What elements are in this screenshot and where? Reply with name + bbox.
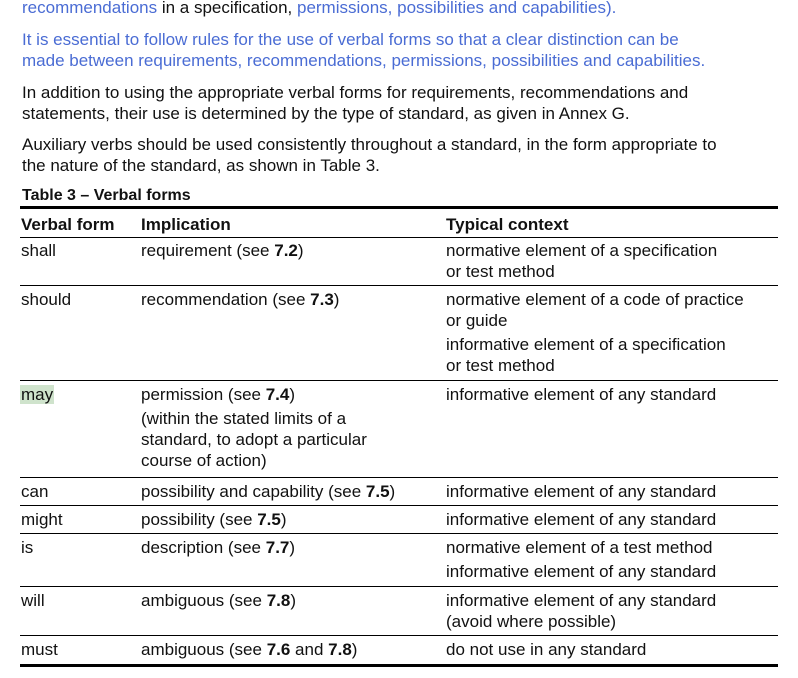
implication-text: and — [290, 640, 329, 659]
recommendations-link[interactable]: recommendations — [22, 0, 158, 17]
verbal-form-must: must — [21, 640, 58, 659]
context-line: normative element of a code of practice — [446, 290, 744, 309]
verbal-form-cell — [21, 509, 137, 530]
auxiliary-verbs-paragraph — [22, 134, 782, 176]
verbal-form-should: should — [21, 290, 72, 309]
verbal-form-may: may — [21, 385, 54, 404]
table-top-rule — [20, 206, 778, 209]
implication-text: ambiguous (see — [141, 591, 267, 610]
verbal-form-cell — [21, 481, 137, 502]
context-line: informative element of any standard — [446, 591, 717, 610]
implication-cell — [141, 481, 441, 502]
implication-line — [141, 384, 441, 405]
context-line: informative element of any standard — [446, 385, 717, 404]
typical-context-cell — [446, 289, 778, 376]
implication-text: ) — [389, 482, 396, 501]
verbal-form-cell — [21, 590, 137, 611]
verbal-form-cell — [21, 240, 137, 261]
paragraph-line: In addition to using the appropriate verbal forms for requirements, recommendations and — [22, 83, 689, 102]
context-line: informative element of a specification — [446, 335, 726, 354]
verbal-form-is: is — [21, 538, 34, 557]
row-rule — [20, 380, 778, 381]
clause-reference: 7.6 — [266, 640, 291, 659]
verbal-form-cell — [21, 537, 137, 558]
header-implication: Implication — [141, 215, 231, 234]
clause-reference: 7.8 — [266, 591, 291, 610]
typical-context-cell — [446, 384, 778, 405]
table-bottom-rule — [20, 664, 778, 667]
implication-note-line: standard, to adopt a particular — [141, 430, 367, 449]
verbal-form-shall: shall — [21, 241, 56, 260]
typical-context-cell — [446, 481, 778, 502]
context-line: do not use in any standard — [446, 640, 647, 659]
paragraph-line: made between requirements, recommendations, permissions, possibilities and capabilities. — [22, 51, 706, 70]
typical-context-cell — [446, 590, 778, 632]
essential-rules-paragraph — [22, 29, 782, 71]
implication-text: description (see — [141, 538, 266, 557]
implication-note-line: course of action) — [141, 451, 267, 470]
implication-cell — [141, 639, 441, 660]
implication-text: ) — [351, 640, 358, 659]
implication-cell — [141, 289, 441, 310]
implication-text: ) — [297, 241, 304, 260]
implication-note-line: (within the stated limits of a — [141, 409, 347, 428]
implication-line — [141, 537, 441, 558]
paragraph-line: It is essential to follow rules for the use of verbal forms so that a clear distinction can be — [22, 30, 679, 49]
implication-text: ) — [280, 510, 287, 529]
verbal-form-cell — [21, 289, 137, 310]
clause-reference: 7.5 — [257, 510, 281, 529]
implication-line — [141, 639, 441, 660]
typical-context-cell — [446, 240, 778, 282]
row-rule — [20, 285, 778, 286]
context-line: or test method — [446, 262, 555, 281]
verbal-form-cell — [21, 639, 137, 660]
implication-text: ) — [333, 290, 340, 309]
clause-reference: 7.4 — [265, 385, 290, 404]
implication-text: requirement (see — [141, 241, 275, 260]
permissions-link[interactable]: permissions, possibilities and capabilities). — [296, 0, 617, 17]
paragraph-line: Auxiliary verbs should be used consistently throughout a standard, in the form appropriate to — [22, 135, 717, 154]
implication-line — [141, 590, 441, 611]
verbal-form-can: can — [21, 482, 49, 501]
implication-cell — [141, 590, 441, 611]
implication-line — [141, 481, 441, 502]
clause-reference: 7.8 — [328, 640, 352, 659]
header-verbal-form: Verbal form — [21, 215, 115, 234]
implication-text: ambiguous (see — [141, 640, 267, 659]
context-line: normative element of a specification — [446, 241, 718, 260]
row-rule — [20, 533, 778, 534]
row-rule — [20, 586, 778, 587]
context-line: informative element of any standard — [446, 482, 717, 501]
verbal-form-will: will — [21, 591, 45, 610]
clause-reference: 7.3 — [310, 290, 334, 309]
implication-line — [141, 240, 441, 261]
context-line: informative element of any standard — [446, 510, 717, 529]
implication-cell — [141, 509, 441, 530]
clause-reference: 7.7 — [265, 538, 290, 557]
implication-cell — [141, 384, 441, 471]
clause-reference: 7.5 — [365, 482, 390, 501]
row-rule — [20, 635, 778, 636]
implication-line — [141, 289, 441, 310]
typical-context-cell — [446, 639, 778, 660]
intro-fragment-text: in a specification, — [157, 0, 297, 17]
annex-paragraph — [22, 82, 782, 124]
implication-cell — [141, 240, 441, 261]
implication-text: ) — [290, 591, 296, 610]
paragraph-line: the nature of the standard, as shown in Table 3. — [22, 156, 380, 175]
header-rule — [20, 237, 778, 238]
context-line: (avoid where possible) — [446, 612, 617, 631]
paragraph-line: statements, their use is determined by the type of standard, as given in Annex G. — [22, 104, 630, 123]
header-typical-context: Typical context — [446, 215, 569, 234]
typical-context-cell — [446, 509, 778, 530]
context-line: or guide — [446, 311, 508, 330]
implication-cell — [141, 537, 441, 558]
context-line: informative element of any standard — [446, 562, 717, 581]
row-rule — [20, 505, 778, 506]
context-line: or test method — [446, 356, 555, 375]
implication-text: permission (see — [141, 385, 266, 404]
implication-text: ) — [289, 538, 296, 557]
implication-line — [141, 509, 441, 530]
context-line: normative element of a test method — [446, 538, 713, 557]
row-rule — [20, 477, 778, 478]
table-caption: Table 3 – Verbal forms — [22, 187, 191, 204]
verbal-form-might: might — [21, 510, 63, 529]
typical-context-cell — [446, 537, 778, 582]
implication-text: recommendation (see — [141, 290, 311, 309]
implication-text: possibility (see — [141, 510, 258, 529]
verbal-form-cell — [21, 384, 137, 405]
clause-reference: 7.2 — [274, 241, 298, 260]
implication-text: ) — [289, 385, 296, 404]
implication-text: possibility and capability (see — [141, 482, 366, 501]
intro-fragment — [22, 0, 782, 18]
